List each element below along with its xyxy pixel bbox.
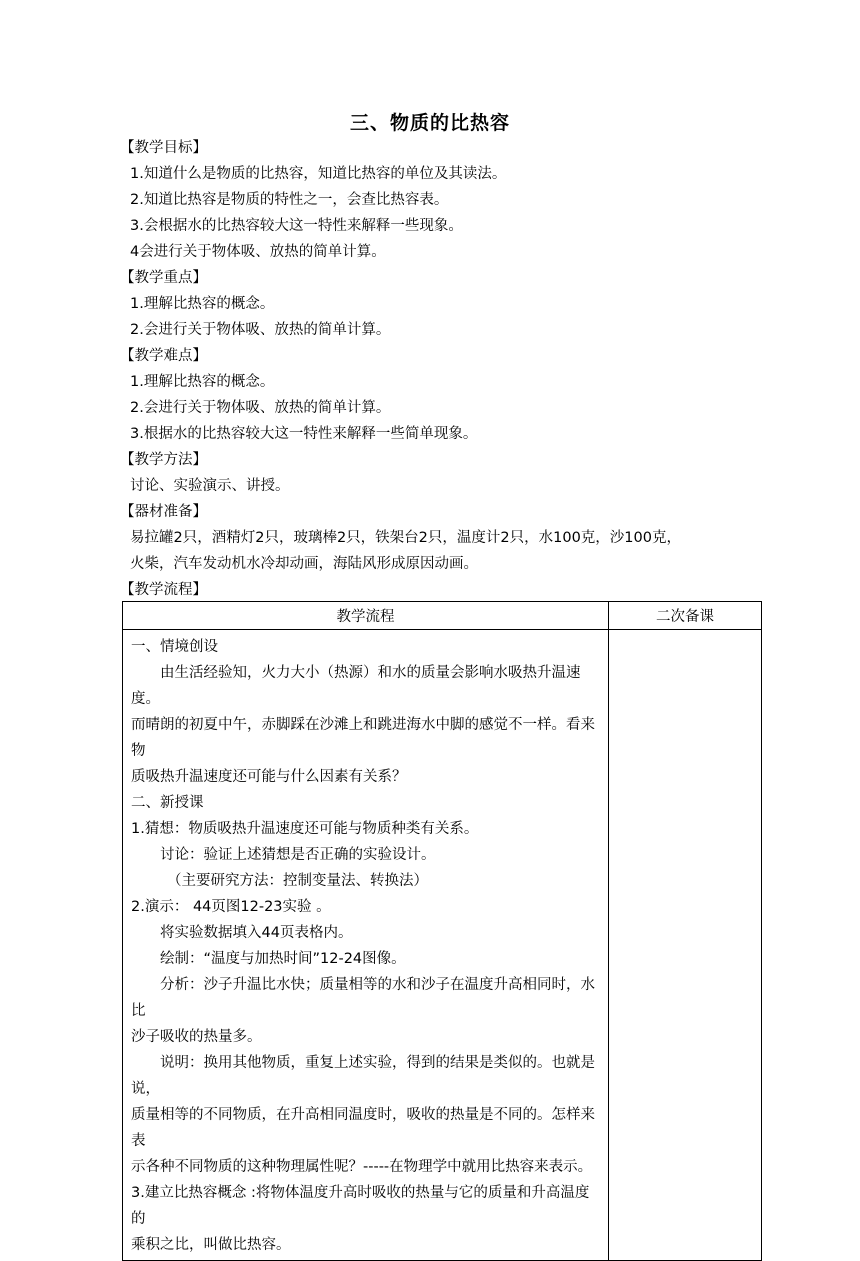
key-points-heading: 【教学重点】 [120,270,207,286]
goal-item: 2.知道比热容是物质的特性之一，会查比热容表。 [130,192,449,208]
paragraph-line: 分析：沙子升温比水快；质量相等的水和沙子在温度升高相同时，水比 [131,977,595,1019]
paragraph-line: 1.猜想：物质吸热升温速度还可能与物质种类有关系。 [131,821,479,837]
key-point-item: 1.理解比热容的概念。 [130,296,275,312]
difficulty-item: 3.根据水的比热容较大这一特性来解释一些简单现象。 [130,426,478,442]
paragraph-line: 说明：换用其他物质，重复上述实验，得到的结果是类似的。也就是说， [131,1055,595,1097]
paragraph-line: （主要研究方法：控制变量法、转换法） [167,873,428,889]
methods-text: 讨论、实验演示、讲授。 [130,478,290,494]
section-heading: 一、情境创设 [131,639,218,655]
goal-item: 4会进行关于物体吸、放热的简单计算。 [130,244,386,260]
teaching-flow-table [122,601,762,1261]
column-header-flow: 教学流程 [123,602,609,630]
section-heading: 二、新授课 [131,795,204,811]
paragraph-line: 乘积之比，叫做比热容。 [131,1237,291,1253]
paragraph-line: 讨论：验证上述猜想是否正确的实验设计。 [160,847,436,863]
difficulties-heading: 【教学难点】 [120,348,207,364]
goals-heading: 【教学目标】 [120,140,207,156]
table-header-row [123,602,762,630]
paragraph-line: 示各种不同物质的这种物理属性呢？-----在物理学中就用比热容来表示。 [131,1159,593,1175]
paragraph-line: 2.演示： 44页图12-23实验 。 [131,899,331,915]
equipment-text: 火柴，汽车发动机水冷却动画，海陆风形成原因动画。 [130,556,478,572]
page-title: 三、物质的比热容 [349,112,510,134]
paragraph-line: 3.建立比热容概念 :将物体温度升高时吸收的热量与它的质量和升高温度的 [131,1185,590,1227]
column-header-notes: 二次备课 [609,602,762,630]
paragraph-line: 沙子吸收的热量多。 [131,1029,262,1045]
paragraph-line: 将实验数据填入44页表格内。 [160,925,353,941]
methods-heading: 【教学方法】 [120,452,207,468]
key-point-item: 2.会进行关于物体吸、放热的简单计算。 [130,322,391,338]
table-row [123,630,762,1261]
secondary-notes-cell [609,630,762,1261]
equipment-text: 易拉罐2只，酒精灯2只，玻璃棒2只，铁架台2只，温度计2只，水100克，沙100克， [130,530,681,546]
paragraph-line: 由生活经验知，火力大小（热源）和水的质量会影响水吸热升温速度。 [131,665,581,707]
paragraph-line: 绘制：“温度与加热时间”12-24图像。 [160,951,406,967]
difficulty-item: 1.理解比热容的概念。 [130,374,275,390]
paragraph-line: 质吸热升温速度还可能与什么因素有关系？ [131,769,407,785]
goal-item: 3.会根据水的比热容较大这一特性来解释一些现象。 [130,218,463,234]
flow-content-cell [123,630,609,1261]
difficulty-item: 2.会进行关于物体吸、放热的简单计算。 [130,400,391,416]
paragraph-line: 质量相等的不同物质，在升高相同温度时，吸收的热量是不同的。怎样来表 [131,1107,595,1149]
goal-item: 1.知道什么是物质的比热容，知道比热容的单位及其读法。 [130,166,507,182]
flow-heading: 【教学流程】 [120,582,207,598]
paragraph-line: 而晴朗的初夏中午，赤脚踩在沙滩上和跳进海水中脚的感觉不一样。看来物 [131,717,595,759]
equipment-heading: 【器材准备】 [120,504,207,520]
